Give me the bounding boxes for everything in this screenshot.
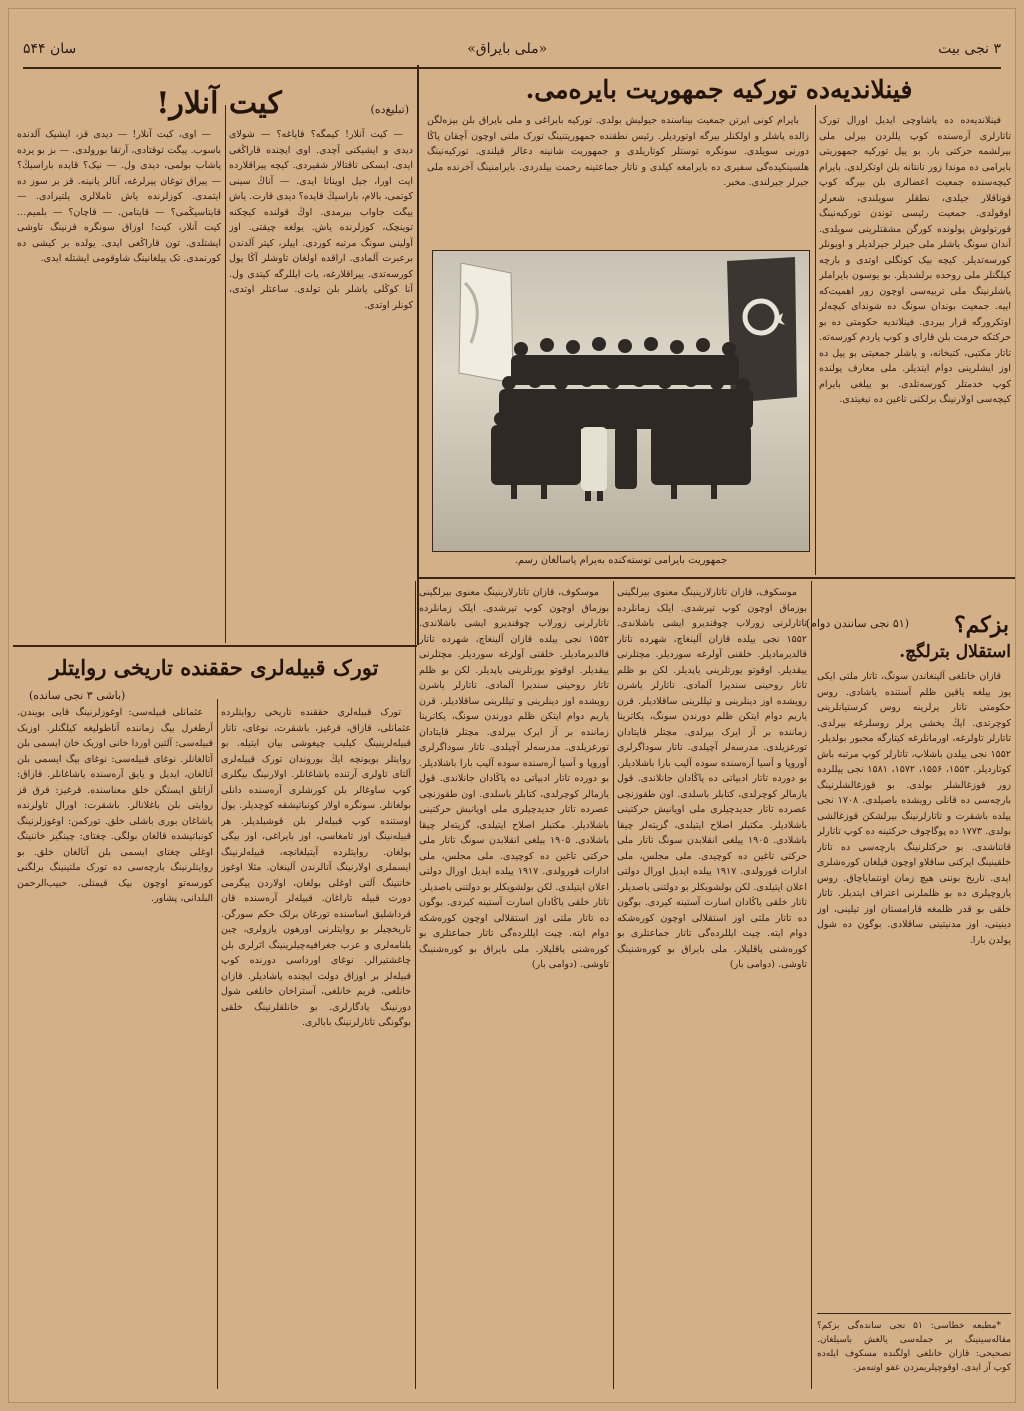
tribes-byline: (باشی ۳ نجی سانده) (29, 689, 126, 702)
rule-horizontal-kit (13, 645, 417, 647)
kit-headline: کیت آنلار! (156, 86, 282, 121)
masthead (23, 31, 1001, 69)
masthead-center: «ملی بایراق» (467, 41, 548, 57)
group-photo (432, 250, 810, 552)
rule-vertical-lower-3 (613, 581, 614, 1389)
bizkem-text: قازان خانلغی آلینغاندن سونگ، تاتار ملتی ایکی یوز ییلغه یاقین ظلم آستنده یاشادی. روس حکومتی تاتار یرلرینه روس کرستیانلرینی کوچرتدی. ایڭ یخشی یرلر روسلرغه بیرلدی. تاتارلر تاولرغه، اورمانلرغه کیتارگه مجبور بولدیلر. ۱۵۵۲ نجی ییلدن باشلاپ، تاتارلر کوپ مرتبه باش کوتاردیلر. ۱۵۵۳، ۱۵۵۶، ۱۵۷۲، ۱۵۸۱ نجی ییللرده زور قوزغالشلر بولدی. بو قوزغالشلرنینگ بارچه‌سی ده قانلی رویشده باصیلدی. ۱۷۰۸ نجی ییلده باشقرت و تاتارلرنینگ بیرلشکن قوزغالشی بولدی. ۱۷۷۳ ده پوگاچوف حرکتینه ده کوپ تاتارلر قاتناشدی. بو حرکتلرنینگ بارچه‌سی ده تاتار خلقینینگ ایرکنی ساقلاو اوچون قیلغان کوره‌شلری ایدی. تاریخ بوننی هیچ زمان اونتمایاچاق. روس یازوچیلری ده بو ظلملرنی اعتراف ایتدیلر. تاتار خلقی بو قدر ظلمغه قارامستان اوز تیلینی، اوز دینینی، اوز مدنیتینی ساقلادی. بوگون ده شول یولدن بارا. (817, 671, 1011, 946)
bizkem-headline: بزکم؟ (953, 612, 1009, 638)
middle-column-2 (617, 585, 807, 1389)
tribes-text-left: عثمانلی قبیله‌سی: اوغوزلرنینگ قایی بویندن. آرطغرل بیگ زماننده آناطولیغه کیلگنلر. اوزبک قبیله‌سی: آلتین اوردا خانی اوزبک خان ایسمی بلن آتالغانلر. نوغای قبیله‌سی: نوغای بیگ ایسمی بلن آتالغان، ایدیل و یایق آره‌سنده یاشاغانلر. قازاق: آزاتلق ایستگن خلق معناسنده. قرغیز: قرق قز روایتی بلن باغلانالر. باشقرت: اورال تاولرنده یاشاغان بوری باشلی خلق. تورکمن: اوغوزلرنینگ کونباتیشده قالغان بولگی. چغتای: چینگیز خاننینگ اوغلی چغتای ایسمی بلن آتالغان خلق. بو روایتلرنینگ بارچه‌سی ده تورک ملتینینگ برلگنی کورسه‌تو اوچون بیک قیمتلی. حبیب‌الرحمن البلدانی، پشاور. (17, 707, 213, 904)
finland-column-right (819, 113, 1011, 571)
tribes-column-left (17, 705, 213, 1389)
tribes-headline: تورک قبیله‌لری حققنده تاریخی روایتلر (49, 655, 379, 680)
rule-vertical-finland (815, 105, 816, 575)
rule-vertical-main (417, 65, 419, 645)
rule-vertical-lower-1 (217, 699, 218, 1389)
photo-caption: جمهوریت بایرامی توسته‌کنده به‌یرام یاسالغان رسم. (514, 555, 728, 566)
bizkem-byline: (۵۱ نجی سانندن دوام) (805, 617, 909, 630)
middle-text: موسکوف، قازان تاتارلارینینگ معنوی بیرلگینی بوزماق اوچون کوپ تیرشدی. ایلک زمانلرده تاتارلرنی زورلاب چوقندیرو ایشی باشلاندی. ۱۵۵۲ نجی ییلده قازان آلینغاچ، شهرده تاتار قالدیرمادیلر. خلقنی آولرغه سوردیلر. مچتلرنی ییقدیلر. اوقوتو یورتلرینی یاپدیلر. لکن بو ظلم تاتار روحینی سندیرا آلمادی. تاتارلر یاشرن رویشده اوز دینلرینی و تیللرینی ساقلادیلر. قرن یاریم دوام ایتکن ظلم دورندن سونگ، یکاترینا زماننده بر آز ایرک بیرلدی. مچتلر قایتادان تورغزیلدی. مدرسه‌لر آچیلدی. تاتار سوداگرلری آوروپا و آسیا آره‌سنده سوده آلیب بارا باشلادیلر. بو دورده تاتار ادبیاتی ده یاڭادان جانلاندی. قول یازمالر کوچرلدی، کتابلر باسلدی. اون طقوزنچی عصرده تاتار جدیدچیلری ملی اویانیش حرکتینی باشلادیلر. مکتبلر اصلاح ایتیلدی، گزیته‌لر چیقا باشلادی. ۱۹۰۵ ییلغی انقلابدن سونگ تاتار ملی حرکتی تاغین ده کوچیدی. ملی مجلس، ملی ادارات قورولدی. ۱۹۱۷ ییلده ایدیل اورال دولتی اعلان ایتیلدی. لکن بولشویکلر بو دولتنی باصدیلر. تاتار خلقی یاڭادان اسارت آستینه کیردی. بوگون ده تاتار ملتی اوز استقلالی اوچون کوره‌شکه دوام ایته. چیت ایللرده‌گی تاتار جماعتلری بو کوره‌شنی یاقلیلار. ملی بایراق بو کوره‌شنینگ تاوشی. (دوامی بار) (419, 587, 609, 970)
masthead-page-label: ۳ نجی بیت (938, 41, 1001, 57)
kit-column-right (229, 127, 413, 643)
istiqlal-headline: استقلال بترلگچ. (899, 642, 1011, 662)
crowd-group (481, 331, 763, 501)
footnote-text: *مطبعه خطاسی: ۵۱ نجی سانده‌گی بزکم؟ مقاله‌سینینگ بر جمله‌سی یالغش باسیلغان. تصحیحی: قازان خانلغی اولگنده مسکوف ایله‌ده کوپ آز ایدی. اوقوچیلریمزدن عفو اوتنه‌مز. (817, 1321, 1011, 1373)
kit-column-left (17, 127, 221, 643)
tribes-column-right (221, 705, 411, 1389)
footnote-column (817, 1319, 1011, 1391)
kit-byline: (تبلیغ‌ده) (370, 103, 409, 116)
finland-headline: فینلاندیه‌ده تورکیه جمهوریت بایره‌می. (525, 75, 913, 104)
newspaper-page (8, 8, 1016, 1403)
rule-footnote (817, 1313, 1011, 1314)
rule-vertical-lower-4 (811, 581, 812, 1389)
bizkem-column (817, 669, 1011, 1309)
tribes-text-right: تورک قبیله‌لری حققنده تاریخی روایتلرده عثمانلی، قازاق، قرغیز، باشقرت، نوغای، تاتار قبیله‌لرینینگ کیلیب چیغوشی بیان ایتیله. بو روایتلر بویونچه ایڭ بوروندان تورک قبیله‌لری آلتای تاولری آرتنده یاشاغانلر. اولارنینگ بیگلری کوپ ساوغالر بلن کورشلری آره‌سنده دانلی بولغانلر. سونگره اولار کونباتیشقه کوچدیلر. یول اوستنده کوپ قبیله‌لر بلن قوشیلدیلر. هر قبیله‌نینگ اوز تامغاسی، اوز بایراغی، اوز بیگی بولغان. روایتلرده آیتیلغانچه، قبیله‌لرنینگ ایسملری اولارنینگ آتالرندن آلینغان. مثلا اوغوز خاننینگ آلتی اوغلی بولغان، اولاردن ییگرمی دورت قبیله تاراغان. قبیله‌لر آره‌سنده قان قرداشلیق اساسنده تورغان برلک حکم سورگن. تاریخچیلر بو روایتلرنی اورهون یازولری، چین یلنامه‌لری و عرب جغرافیه‌چیلرینینگ اثرلری بلن چاغشتیرالر. نوغای اوردا‌سی دورنده کوپ قبیله‌لر بر اوزاق دولت ایچنده یاشادیلر. قازان خانلغی، قریم خانلغی، آستراخان خانلغی شول دورنینگ یادگارلری. بو خانلقلرنینگ خلقی بوگونگی تاتارلرنینگ بابالری. (221, 707, 411, 1028)
masthead-issue: سان ۵۴۴ (23, 41, 77, 57)
rule-vertical-lower-2 (415, 581, 416, 1389)
rule-vertical-kit (225, 105, 226, 643)
finland-text-right: فینلاندیه‌ده ده یاشاوچی ایدیل اورال تورک تاتارلری آره‌سنده کوپ یللردن بیرلی ملی بیرلشمه حرکتی بار. بو ییل تورکیه جمهوریتی بایرامی ده موندا زور تانتانه بلن اوتکرلدی. بایرام کیچه‌سنده جمعیت اعضالری بلن بیرگه کوپ قوناقلار جیلدی، نطقلر سویلندی، شعرلر اوقولدی. جمعیت رئیسی توندن تورکیه‌نینگ قورتولوش یولونده کورگن مشقتلرینی سویلدی. آندان سونگ یاشلر ملی جیرلر جیرلدیلر و اویونلر کورسه‌تدیلر. کیچه بیک کونگلی اوتدی و بارچه کیلگنلر ملی روحده برلشدیلر. بو یوسون بایراملر یاشلرنینگ ملی تربیه‌سی اوچون زور اهمیت‌که اییه. جمعیت بوندان سونگ ده شوندای کیچه‌لر اوتکرورگه قرار بیردی. فینلاندیه حکومتی ده بو حرکتکه حرمت بلن قارای و کوپ یاردم کورسه‌ته. تاتار مکتبی، کتبخانه، و یاشلر جمعیتی بو ییل ده اوز ایشلرینی دوام ایتدیلر. ملی معارف یولنده کوپ خدمتلر کورسه‌تلدی. بو ییلغی بایرام کیچه‌سی اولارنینگ برلکنی تاغین ده نیغیتدی. (819, 115, 1011, 405)
finland-text-left: بایرام کونی ایرتن جمعیت بیناسنده جیولیش بولدی. تورکیه بایراغی و ملی بایراق بلن بیزه‌لگن زالده یاشلر و اولکنلر بیرگه اوتوردیلر. رئیس نطقنده جمهوریتنینگ تورک ملتی اوچون آچقان یاڭا دورنی سویلدی. سونگره توستلر کوتاریلدی و جمهوریت شانینه دعالر قیلندی. تورکیه‌نینگ هلسینکیده‌گی سفیری ده بایرامغه کیلدی و تاتار جماعتینه رحمت بیلدردی. بایرامنینگ آخرنده ملی جیرلر جیرلندی. مخبر. (427, 115, 809, 188)
finland-column-left (427, 113, 809, 245)
middle-column (419, 585, 609, 1389)
rule-horizontal-finland (419, 577, 1015, 579)
middle-text-2: موسکوف، قازان تاتارلارینینگ معنوی بیرلگینی بوزماق اوچون کوپ تیرشدی. ایلک زمانلرده تاتارلرنی زورلاب چوقندیرو ایشی باشلاندی. ۱۵۵۲ نجی ییلده قازان آلینغاچ، شهرده تاتار قالدیرمادیلر. خلقنی آولرغه سوردیلر. مچتلرنی ییقدیلر. اوقوتو یورتلرینی یاپدیلر. لکن بو ظلم تاتار روحینی سندیرا آلمادی. تاتارلر یاشرن رویشده اوز دینلرینی و تیللرینی ساقلادیلر. قرن یاریم دوام ایتکن ظلم دورندن سونگ، یکاترینا زماننده بر آز ایرک بیرلدی. مچتلر قایتادان تورغزیلدی. مدرسه‌لر آچیلدی. تاتار سوداگرلری آوروپا و آسیا آره‌سنده سوده آلیب بارا باشلادیلر. بو دورده تاتار ادبیاتی ده یاڭادان جانلاندی. قول یازمالر کوچرلدی، کتابلر باسلدی. اون طقوزنچی عصرده تاتار جدیدچیلری ملی اویانیش حرکتینی باشلادیلر. مکتبلر اصلاح ایتیلدی، گزیته‌لر چیقا باشلادی. ۱۹۰۵ ییلغی انقلابدن سونگ تاتار ملی حرکتی تاغین ده کوچیدی. ملی مجلس، ملی ادارات قورولدی. ۱۹۱۷ ییلده ایدیل اورال دولتی اعلان ایتیلدی. لکن بولشویکلر بو دولتنی باصدیلر. تاتار خلقی یاڭادان اسارت آستینه کیردی. بوگون ده تاتار ملتی اوز استقلالی اوچون کوره‌شکه دوام ایته. چیت ایللرده‌گی تاتار جماعتلری بو کوره‌شنی یاقلیلار. ملی بایراق بو کوره‌شنینگ تاوشی. (دوامی بار) (617, 587, 807, 970)
kit-text-right: — کیت آنلار! کیمگه؟ قایاغه؟ — شولای دیدی و ایشیکنی آچدی. اوی ایچنده قاراڭغی ایدی. ایسکی تاقتالار شقیردی. کیچه ییراقلارده ایت اورا، جیل اویناتا ایدی. — آناڭ سینی کوتمی، بالام، باراسیڭ قایده؟ دیدی قارت. یاش ییگت جاواب بیرمدی. اوڭ قولنده کیچکنه توینچک، کوزلرنده یاش. یولغه چیقتی. اوز آولینی سونگ مرتبه کوردی. اییلر، کیتر آلدندن برعبرت آلمادی. اراقده اولغان تاوشلر آڭا یول کورسه‌تدی. ییراقلارغه، یات ایللرگه کیتدی ول. آنا کوڭلی یاشلر بلن تولدی. ساعتلر اوتدی، کونلر اوتدی. (229, 129, 413, 311)
kit-text-left: — اوی، کیت آنلار! — دیدی قز، ایشیک آلدنده باسوب. ییگت توقتادی، آرتقا بورولدی. — بز بو یرده یاشاب بولمی، دیدی ول. — نیک؟ قایده باراسیڭ؟ — ییراق توغان ییرلرغه، آنالر یانینه. قز بر سوز ده ایتمدی. کوزلرنده یاش تاملالری یلتیرادی. — قایتاسیڭمی؟ — قایتامن. — قاچان؟ — بلمیم… کیت آنلار، کیت! اوزاق سونگره قزنینگ تاوشی ایشتلدی. تون قاراڭغی ایدی. یولده بر کیشی ده کورنمدی. تک ییلغانینگ شاوقومی ایشتله ایدی. (17, 129, 221, 264)
